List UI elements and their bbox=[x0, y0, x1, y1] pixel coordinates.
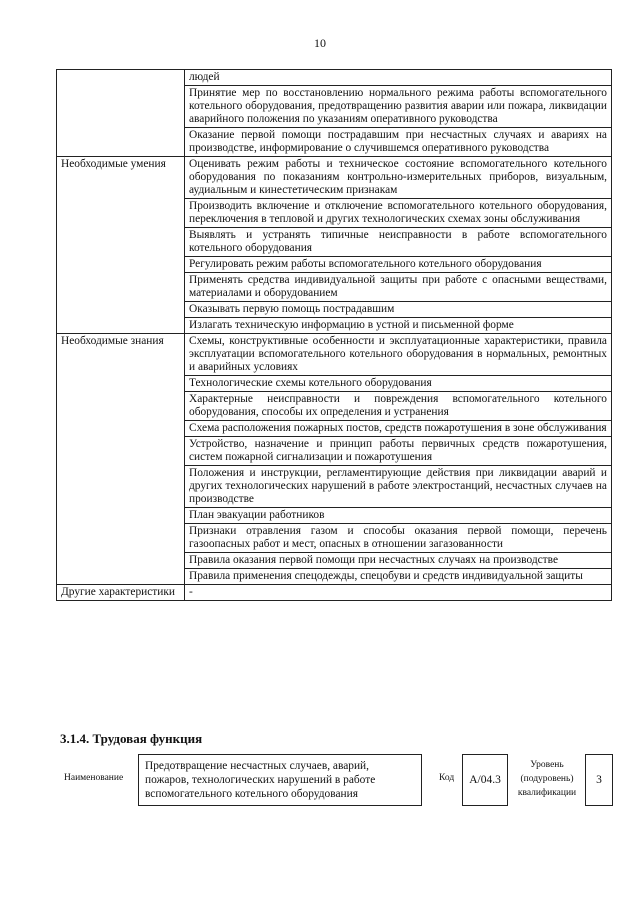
category-cell bbox=[57, 70, 185, 157]
table-row bbox=[57, 585, 612, 601]
item-cell: Схема расположения пожарных постов, средств пожаротушения в зоне обслуживания bbox=[185, 421, 612, 437]
item-cell: Производить включение и отключение вспомогательного котельного оборудования, переключения в тепловой и других технологических схемах зоны обслуживания bbox=[185, 199, 612, 228]
item-cell: Оказывать первую помощь пострадавшим bbox=[185, 302, 612, 318]
item-cell: Признаки отравления газом и способы оказания первой помощи, перечень газоопасных работ и мест, опасных в отношении загазованности bbox=[185, 524, 612, 553]
item-cell: Применять средства индивидуальной защиты при работе с опасными веществами, материалами и оборудованием bbox=[185, 273, 612, 302]
category-cell: Другие характеристики bbox=[57, 585, 185, 601]
table-row bbox=[57, 70, 612, 86]
item-cell: Принятие мер по восстановлению нормального режима работы вспомогательного котельного оборудования, предотвращению развития аварии или пожара, ликвидации аварийного положения по указаниям оперативного руководства bbox=[185, 86, 612, 128]
table-row bbox=[57, 334, 612, 376]
item-cell: Положения и инструкции, регламентирующие действия при ликвидации аварий и других технологических нарушений в работе электростанций, несчастных случаев на производстве bbox=[185, 466, 612, 508]
competency-table bbox=[56, 69, 612, 601]
item-cell: людей bbox=[185, 70, 612, 86]
item-cell: Правила оказания первой помощи при несчастных случаях на производстве bbox=[185, 553, 612, 569]
page-number: 10 bbox=[314, 36, 326, 50]
item-cell: Правила применения спецодежды, спецобуви и средств индивидуальной защиты bbox=[185, 569, 612, 585]
item-cell: Выявлять и устранять типичные неисправности в работе вспомогательного котельного оборудования bbox=[185, 228, 612, 257]
item-cell: Устройство, назначение и принцип работы первичных средств пожаротушения, систем пожарной сигнализации и пожаротушения bbox=[185, 437, 612, 466]
category-cell: Необходимые умения bbox=[57, 157, 185, 334]
code-label: Код bbox=[439, 773, 455, 783]
item-cell: План эвакуации работников bbox=[185, 508, 612, 524]
item-cell: Излагать техническую информацию в устной и письменной форме bbox=[185, 318, 612, 334]
item-cell: Характерные неисправности и повреждения вспомогательного котельного оборудования, способы их определения и устранения bbox=[185, 392, 612, 421]
item-cell: Оценивать режим работы и техническое состояние вспомогательного котельного оборудования по показаниям контрольно-измерительных приборов, визуальным, аудиальным и кинестетическим признакам bbox=[185, 157, 612, 199]
level-label: Уровень (подуровень) квалификации bbox=[517, 760, 577, 798]
table-row bbox=[57, 157, 612, 199]
level-box: 3 bbox=[585, 754, 613, 806]
name-label: Наименование bbox=[64, 773, 124, 783]
category-cell: Необходимые знания bbox=[57, 334, 185, 585]
function-name-box: Предотвращение несчастных случаев, аварий, пожаров, технологических нарушений в работе вспомогательного котельного оборудования bbox=[138, 754, 422, 806]
item-cell: Оказание первой помощи пострадавшим при несчастных случаях и авариях на производстве, информирование о случившемся оперативного руководства bbox=[185, 128, 612, 157]
item-cell: Технологические схемы котельного оборудования bbox=[185, 376, 612, 392]
code-box: A/04.3 bbox=[462, 754, 508, 806]
section-title: 3.1.4. Трудовая функция bbox=[60, 731, 203, 746]
item-cell: - bbox=[185, 585, 612, 601]
item-cell: Схемы, конструктивные особенности и эксплуатационные характеристики, правила эксплуатации вспомогательного котельного оборудования в нормальных, ремонтных и аварийных условиях bbox=[185, 334, 612, 376]
item-cell: Регулировать режим работы вспомогательного котельного оборудования bbox=[185, 257, 612, 273]
